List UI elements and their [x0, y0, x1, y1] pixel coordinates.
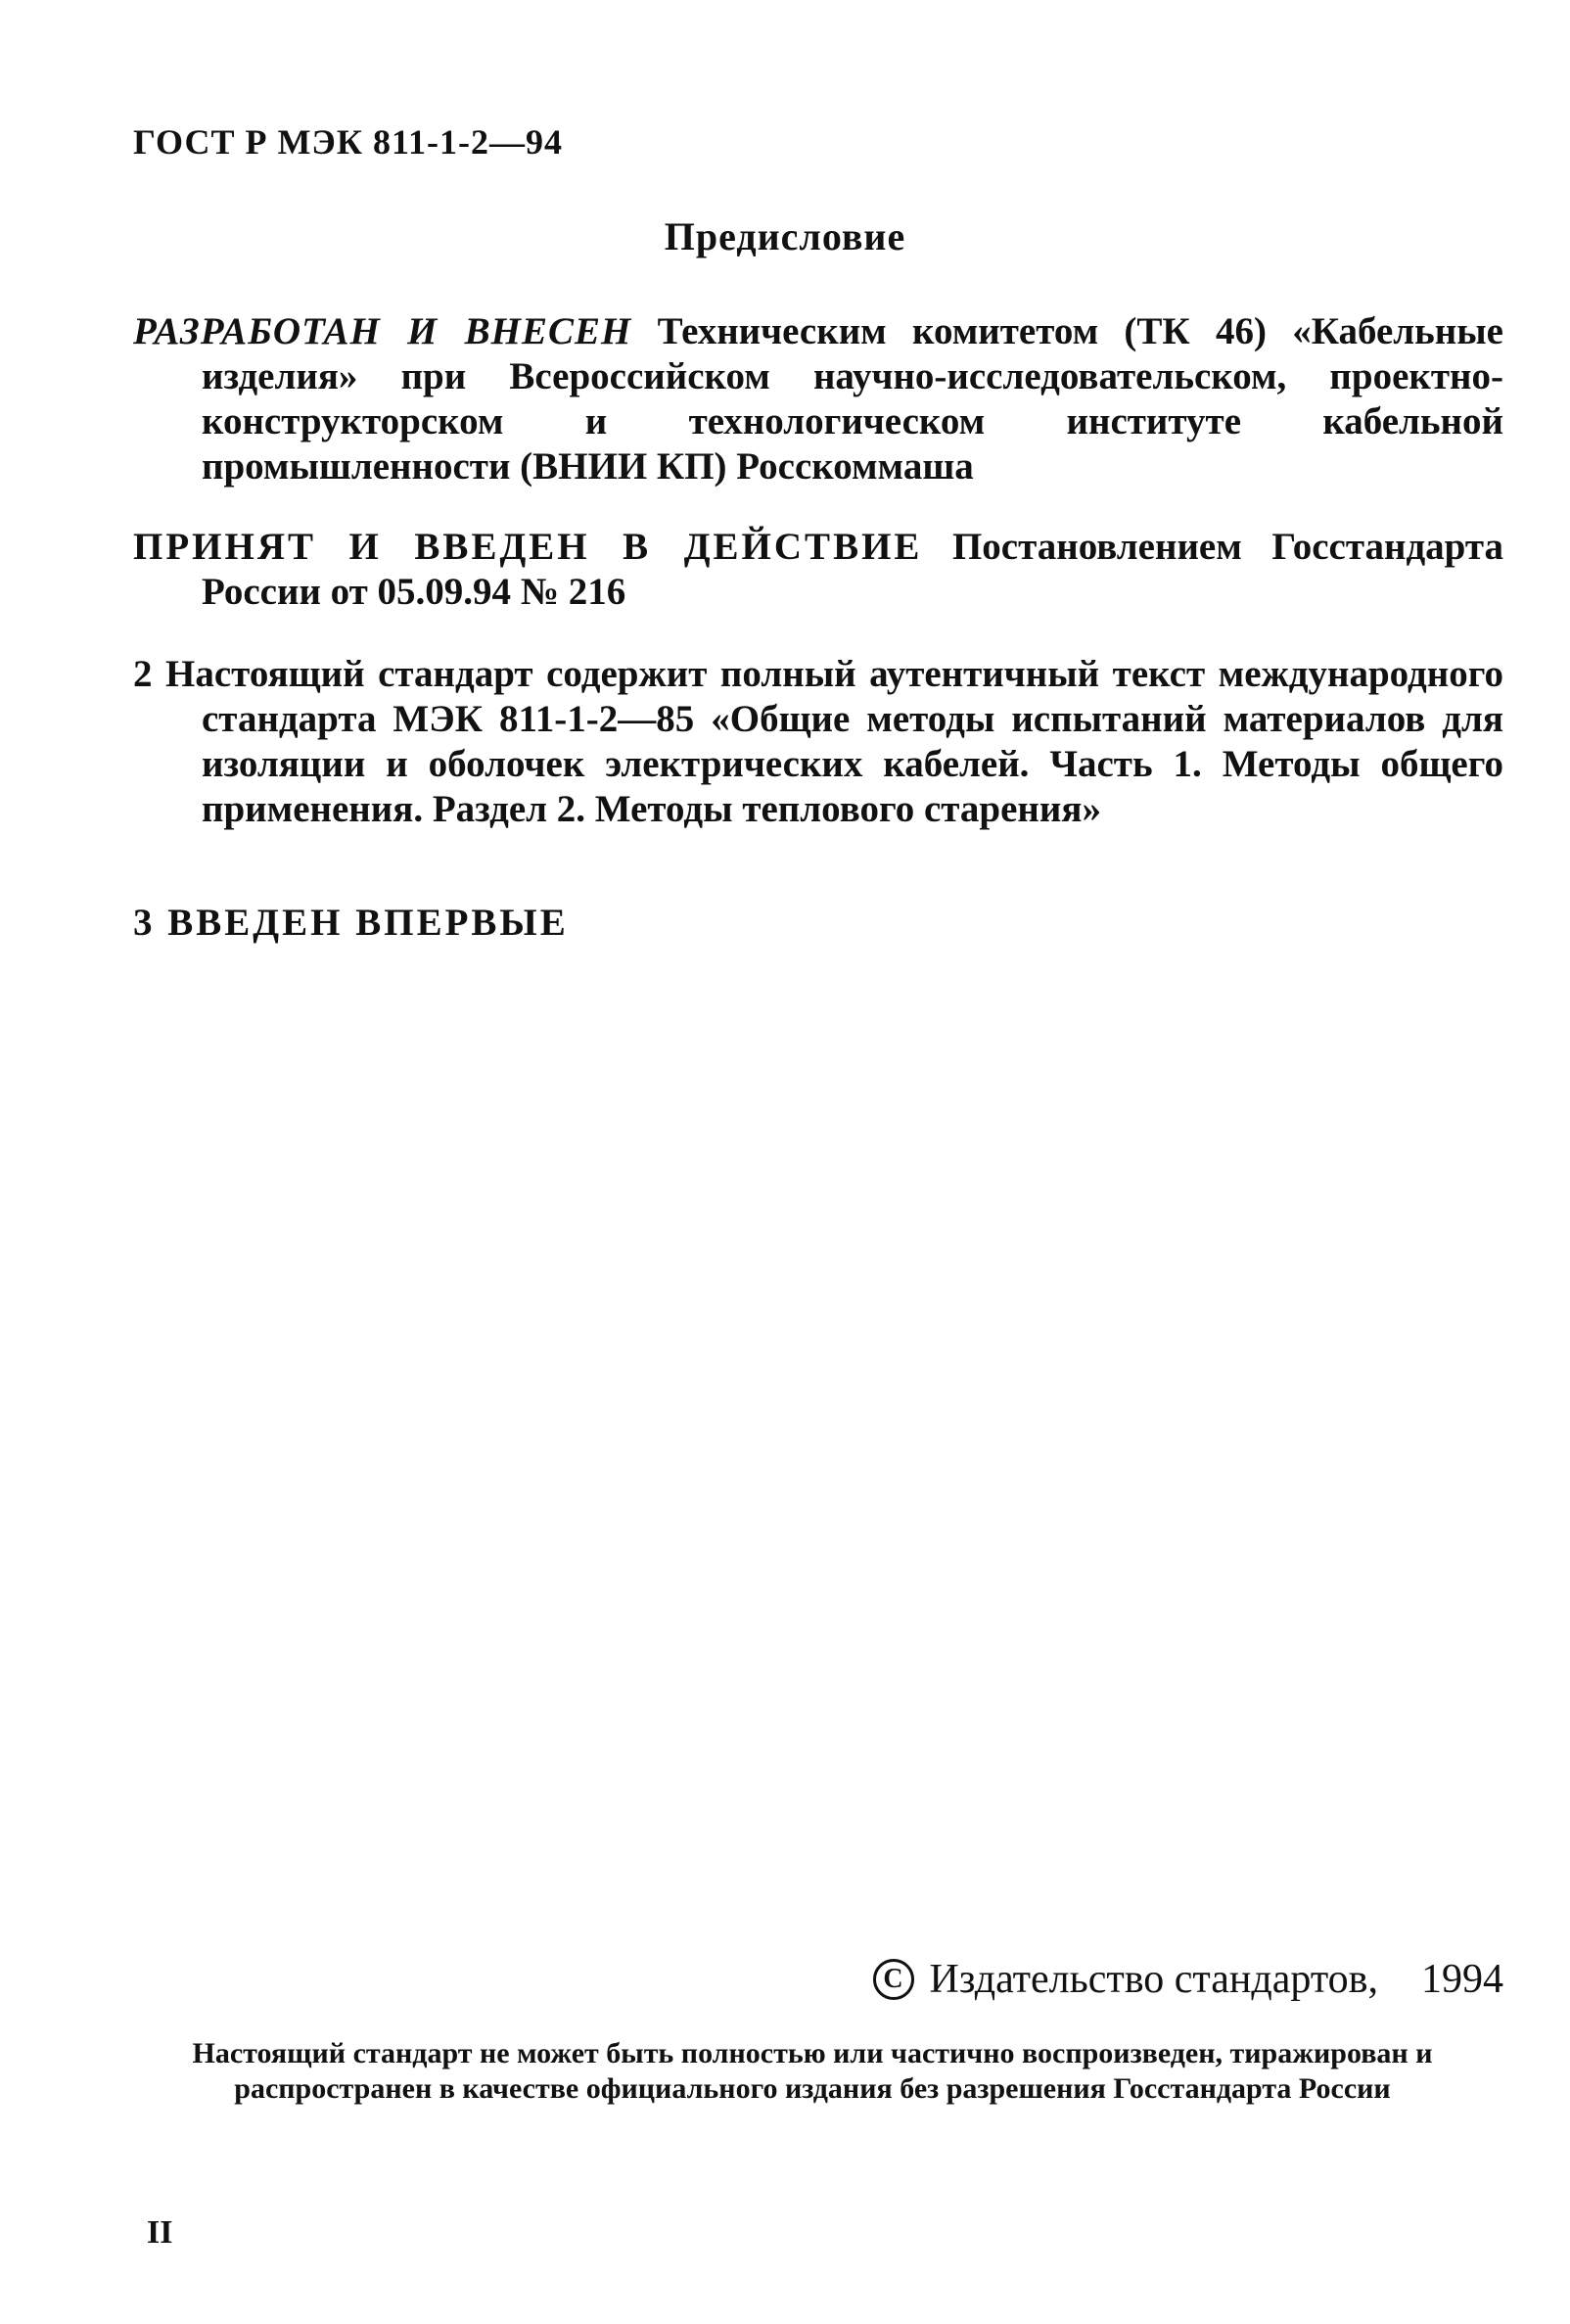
publisher-name: Издательство стандартов,: [929, 1957, 1378, 2002]
developed-lead: РАЗРАБОТАН И ВНЕСЕН: [133, 310, 632, 352]
page-number: II: [147, 2214, 173, 2251]
copyright-line: [873, 1956, 1503, 2003]
item-2-paragraph: 2 Настоящий стандарт содержит полный аутентичный текст международного стандарта МЭК 811-1-2—85 «Общие методы испытаний материалов для изоляции и оболочек электрических кабелей. Часть 1. Методы общего применения. Раздел 2. Методы теплового старения»: [133, 653, 1503, 830]
copyright-year: 1994: [1421, 1957, 1503, 2002]
developed-text: Техническим комитетом (ТК 46) «Кабельные изделия» при Всероссийском научно-исследовательском, проектно-конструкторском и технологическом институте кабельной промышленности (ВНИИ КП) Росскоммаша: [202, 310, 1503, 488]
adopted-paragraph: [133, 525, 1503, 615]
item-3-paragraph: 3 ВВЕДЕН ВПЕРВЫЕ: [133, 902, 569, 944]
adopted-lead: ПРИНЯТ И ВВЕДЕН В ДЕЙСТВИЕ: [133, 526, 923, 568]
developed-paragraph: [133, 309, 1503, 489]
adopted-text: Постановлением Госстандарта России от 05.09.94 № 216: [202, 526, 1503, 613]
reproduction-notice: Настоящий стандарт не может быть полностью или частично воспроизведен, тиражирован и распространен в качестве официального издания без разрешения Госстандарта России: [192, 2037, 1433, 2105]
page-title: Предисловие: [664, 214, 906, 258]
document-code: ГОСТ Р МЭК 811-1-2—94: [133, 122, 563, 162]
copyright-icon: C: [873, 1959, 914, 2000]
